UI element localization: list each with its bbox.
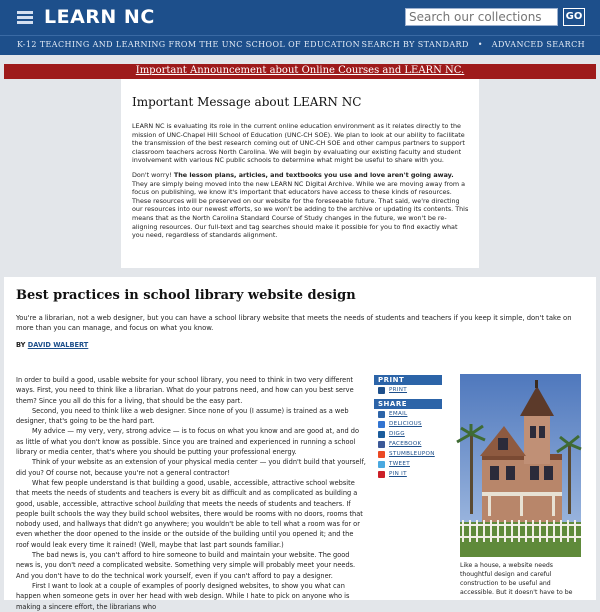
announcement-title: Important Message about LEARN NC [132, 95, 362, 109]
nav-advanced-search[interactable]: ADVANCED SEARCH [491, 40, 585, 49]
body-paragraph: In order to build a good, usable website for your school library, you need to think in two very different ways. First, you need to think like a librarian. What do your patrons need, and how can you best serve them? Since you all do this for a living, that should be the easy part. [16, 376, 354, 405]
body-paragraph: Second, you need to think like a web designer. Since none of you (I assume) is trained as a web designer, that's going to be the hard part. [16, 406, 349, 426]
house-illustration [460, 374, 581, 557]
photo-caption: Like a house, a website needs thoughtful design and careful construction to be useful and accessible. But it doesn't have to be [460, 562, 573, 596]
text-run: a complicated website. Something very simple will probably meet your needs. And you don't have to do the technical work yourself, even if you can't afford to pay a designer. [16, 561, 356, 580]
body-paragraph: First I want to look at a couple of examples of poorly designed websites, to show you what can happen when someone gets in over her head with web design. While I hate to pick on anyone who is making a sincere effort, the librarians who [16, 581, 350, 611]
body-paragraph [16, 478, 368, 550]
body-paragraph [16, 550, 368, 581]
announcement-rest: They are simply being moved into the new LEARN NC Digital Archive. While we are moving away from a focus on publishing, we know it's important that educators have access to these kinds of resources. These resources will be preserved on our website for the foreseeable future. That said, we're directing our resources into our newest efforts, so we won't be adding to the archive or updating its contents. This means that as the North Carolina Standard Course of Study changes in the future, we won't be re-aligning resources. Our full-text and tag searches should make it possible for you to find exactly what you need, regardless of standards alignment. [132, 179, 469, 240]
share-list [374, 409, 442, 479]
body-paragraph: Think of your website as an extension of your physical media center — you didn't build that yourself, did you? Of course not, because you're not a general contractor! [16, 458, 366, 477]
byline [16, 341, 88, 349]
printer-icon [378, 387, 385, 394]
text-run: The bad news is, you can't afford to hire someone to build and maintain your website. The good news is, you don't [16, 551, 350, 570]
share-label: DIGG [389, 431, 405, 437]
site-logo[interactable]: LEARN NC [44, 6, 155, 28]
share-email[interactable] [374, 409, 442, 419]
menu-icon[interactable] [17, 11, 33, 24]
print-print[interactable] [374, 385, 442, 395]
byline-prefix: BY [16, 341, 26, 349]
share-facebook[interactable] [374, 439, 442, 449]
announcement-lead: Don't worry! [132, 170, 172, 179]
share-label: EMAIL [389, 411, 408, 417]
share-tweet[interactable] [374, 459, 442, 469]
article [4, 277, 596, 611]
share-stumbleupon[interactable] [374, 449, 442, 459]
author-link[interactable]: DAVID WALBERT [27, 341, 89, 349]
share-label: TWEET [389, 461, 410, 467]
email-icon [378, 411, 385, 418]
share-label: DELICIOUS [389, 421, 422, 427]
delicious-icon [378, 421, 385, 428]
pinterest-icon [378, 471, 385, 478]
facebook-icon [378, 441, 385, 448]
share-label: FACEBOOK [389, 441, 422, 447]
sub-header [0, 35, 600, 55]
site-header [0, 0, 600, 35]
announcement-bold: The lesson plans, articles, and textbooks you use and love aren't going away. [173, 170, 454, 179]
announcement-panel [121, 79, 479, 268]
nav-separator: • [477, 40, 483, 49]
emphasis: building [158, 499, 185, 508]
share-digg[interactable] [374, 429, 442, 439]
share-label: STUMBLEUPON [389, 451, 435, 457]
announcement-paragraph: LEARN NC is evaluating its role in the current online education environment as it relates directly to the mission of UNC-Chapel Hill School of Education (UNC-CH SOE). We plan to look at our ability to facilitate the transmission of the best research coming out of UNC-CH SOE and other campus partners to support classroom teachers across North Carolina. We will begin by evaluating our existing faculty and student involvement with various NC public schools to determine what might be useful to share with you. [132, 122, 465, 165]
site-tagline: K-12 TEACHING AND LEARNING FROM THE UNC SCHOOL OF EDUCATION [17, 40, 361, 49]
stumbleupon-icon [378, 451, 385, 458]
twitter-icon [378, 461, 385, 468]
emphasis: need [77, 561, 95, 570]
victorian-house-photo [460, 374, 581, 557]
search-go-button[interactable]: GO [563, 8, 585, 26]
body-paragraph: My advice — my very, very, strong advice — is to focus on what you know and are good at, and do as little of what you don't know as possible. Since you are trained and experienced in running a school library or media center, that's where you should be putting your professional energy. [16, 427, 360, 457]
search-input[interactable] [405, 8, 558, 26]
nav-search-by-standard[interactable]: SEARCH BY STANDARD [361, 40, 469, 49]
article-body [16, 375, 368, 612]
digg-icon [378, 431, 385, 438]
print-heading: PRINT [374, 375, 442, 385]
print-label: PRINT [389, 387, 408, 393]
share-heading: SHARE [374, 399, 442, 409]
announcement-link[interactable]: Important Announcement about Online Courses and LEARN NC. [4, 64, 596, 79]
print-list [374, 385, 442, 395]
announcement-paragraph [132, 171, 469, 240]
share-box [374, 375, 442, 479]
share-label: PIN IT [389, 471, 407, 477]
article-title: Best practices in school library website design [16, 288, 356, 303]
text-run: that meets the needs of students and teachers. If people built schools the way they build school websites, there would be rooms with no doors, rooms that nobody used, and hallways that didn't go anywhere; you wouldn't be able to tell what a room was for or even whether the door opened to the inside or the outside of the building until you opened it; and the roof would leak every time it rained! (Well, maybe that last part sounds familiar.) [16, 499, 363, 549]
article-lede: You're a librarian, not a web designer, but you can have a school library website that meets the needs of students and teachers if you keep it simple, don't take on more than you can manage, and focus on what you know. [16, 314, 572, 332]
share-delicious[interactable] [374, 419, 442, 429]
sub-nav [355, 40, 585, 49]
share-pin-it[interactable] [374, 469, 442, 479]
text-run: What few people understand is that building a good, usable, accessible, attractive school website that meets the needs of students and teachers is every bit as difficult and as complicated as building a good, usable, accessible, attractive school [16, 478, 358, 508]
